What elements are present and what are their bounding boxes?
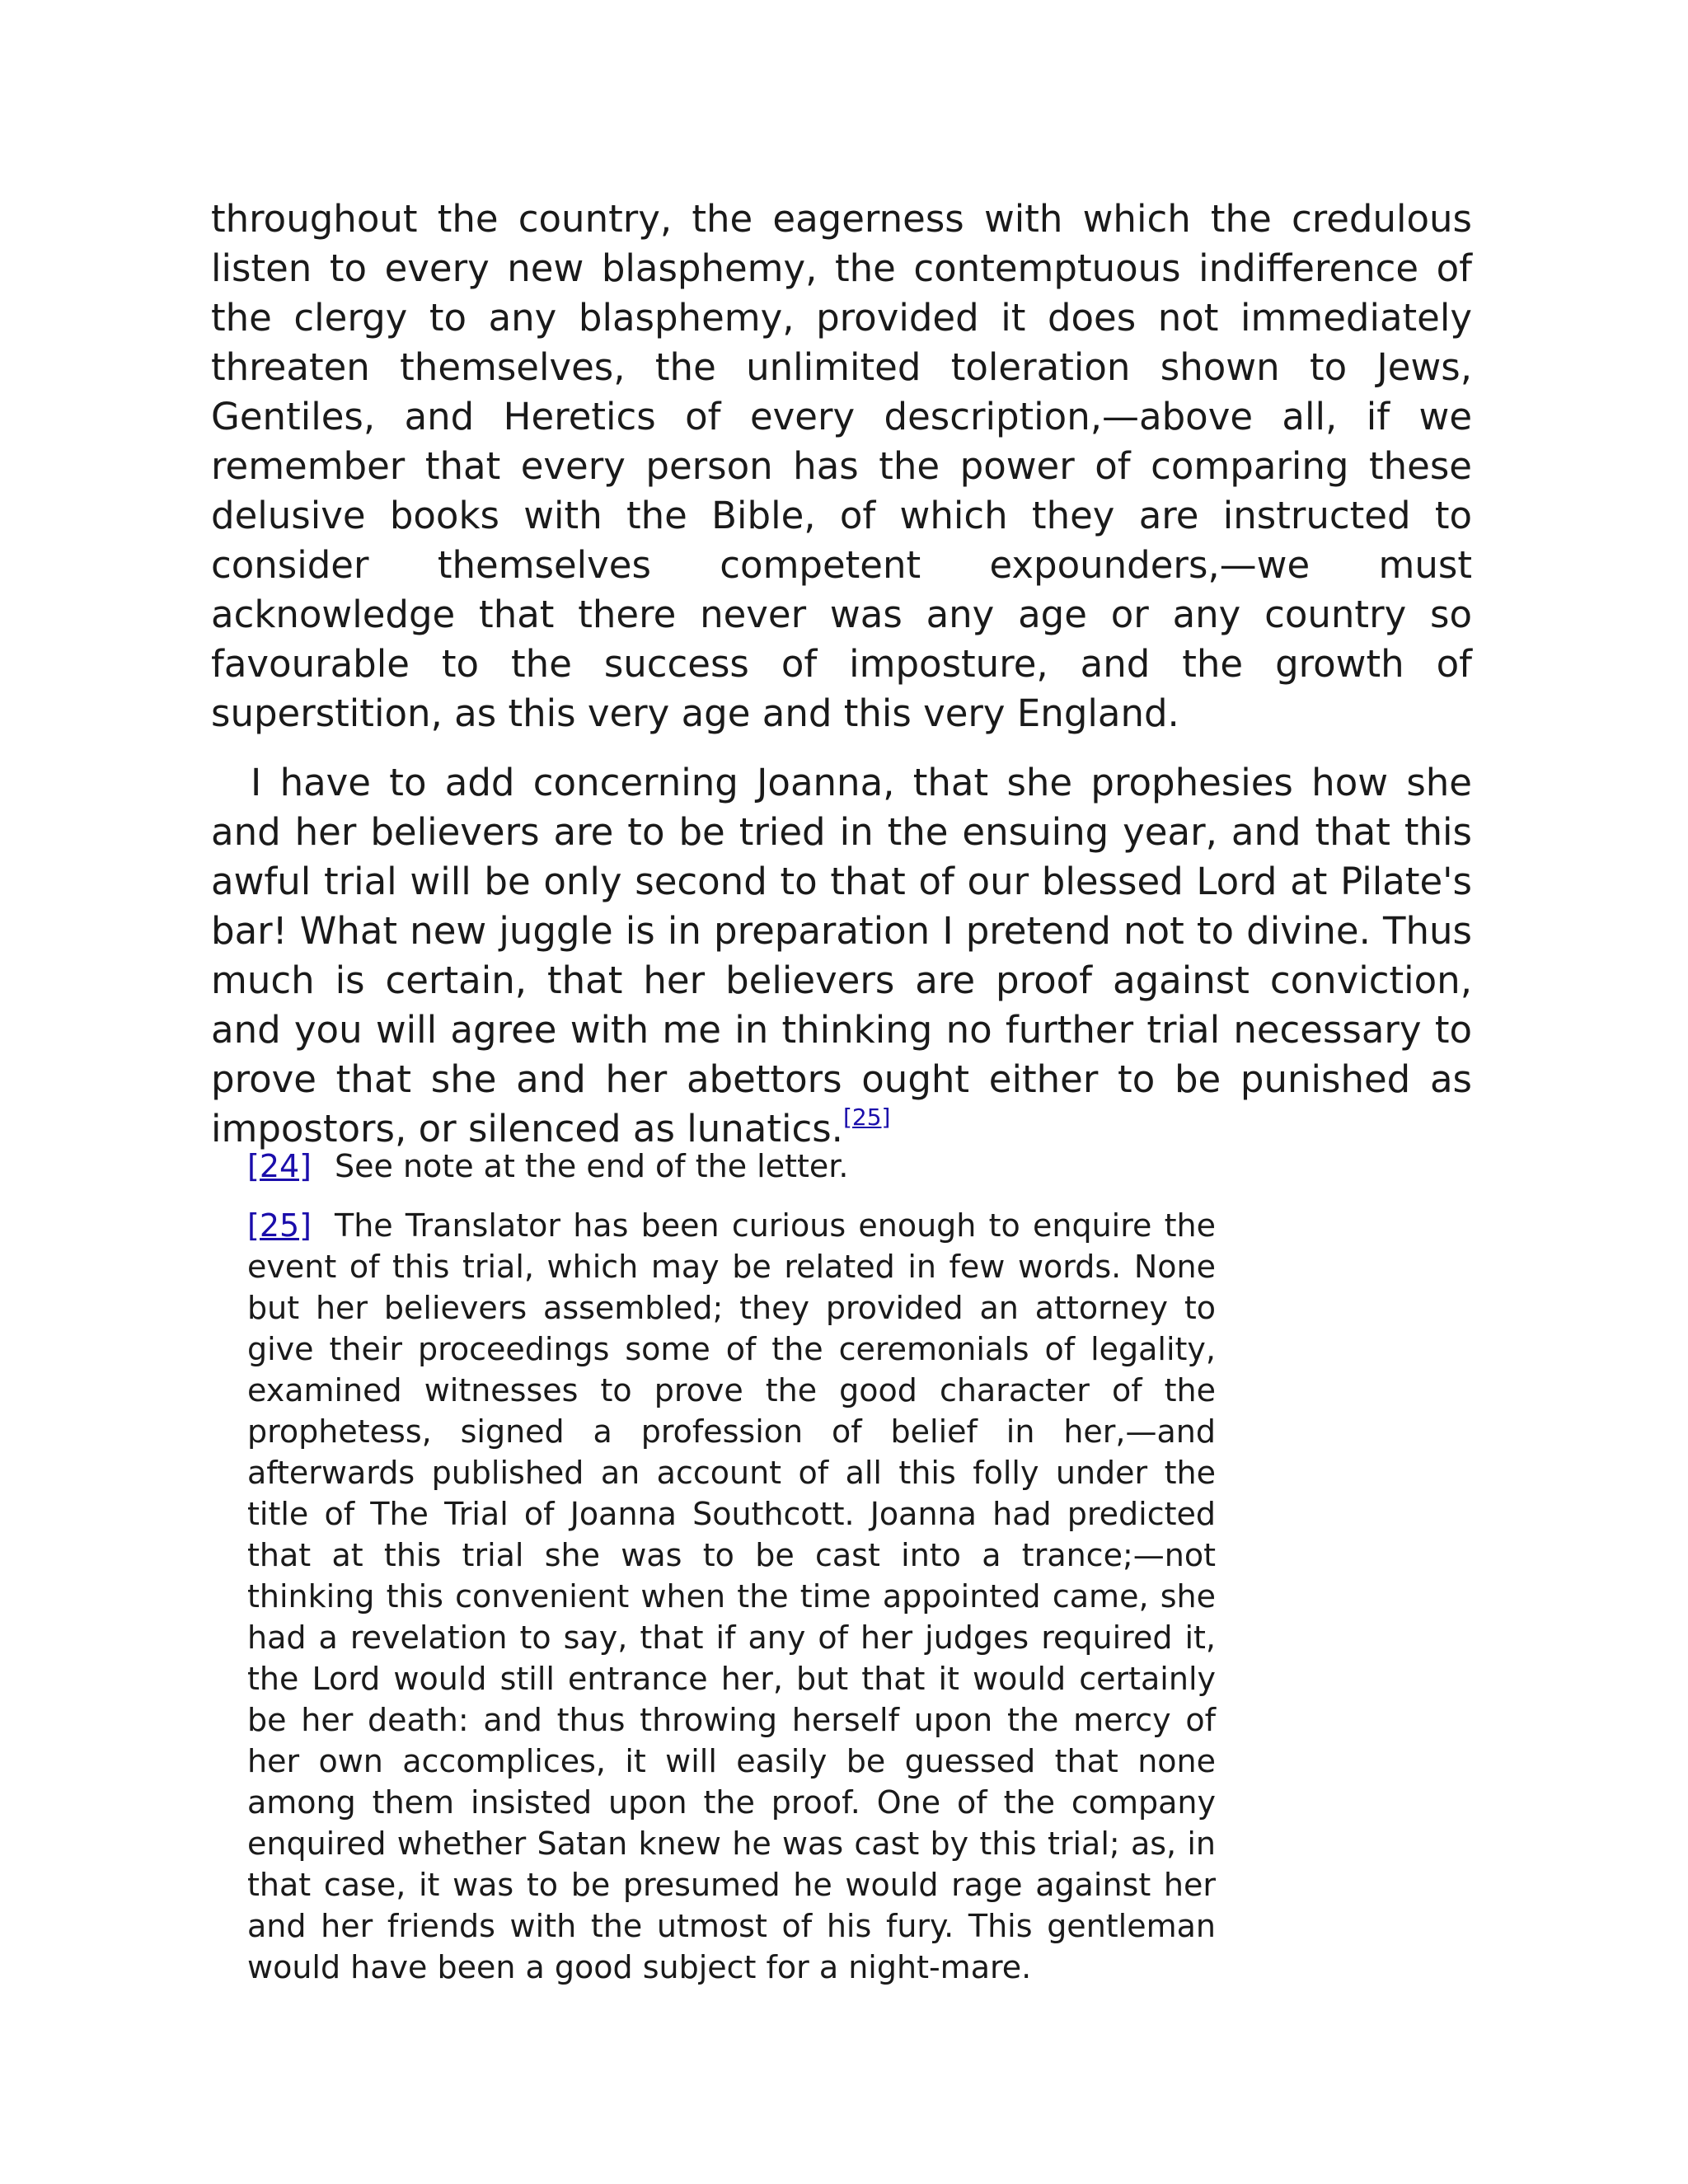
footnote-25 <box>247 1205 1216 1988</box>
footnote-text: The Translator has been curious enough to enquire the event of this trial, which may be related in few words. None but her believers assembled; they provided an attorney to give their proceedings some of the ceremonials of legality, examined witnesses to prove the good character of the prophetess, signed a profession of belief in her,—and afterwards published an account of all this folly under the title of The Trial of Joanna Southcott. Joanna had predicted that at this trial she was to be cast into a trance;—not thinking this convenient when the time appointed came, she had a revelation to say, that if any of her judges required it, the Lord would still entrance her, but that it would certainly be her death: and thus throwing herself upon the mercy of her own accomplices, it will easily be guessed that none among them insisted upon the proof. One of the company enquired whether Satan knew he was cast by this trial; as, in that case, it was to be presumed he would rage against her and her friends with the utmost of his fury. This gentleman would have been a good subject for a night-mare. <box>247 1207 1216 1985</box>
footnote-reference-link-25[interactable]: [25] <box>842 1104 891 1131</box>
page-body <box>211 194 1472 1154</box>
footnote-24 <box>247 1146 1216 1187</box>
footnotes-section <box>247 1146 1216 2006</box>
footnote-label-link-24[interactable]: [24] <box>247 1148 312 1184</box>
paragraph-text: I have to add concerning Joanna, that she prophesies how she and her believers are to be tried in the ensuing year, and that this awful trial will be only second to that of our blessed Lord at Pilate's bar! What new juggle is in preparation I pretend not to divine. Thus much is certain, that her believers are proof against conviction, and you will agree with me in thinking no further trial necessary to prove that she and her abettors ought either to be punished as impostors, or silenced as lunatics. <box>211 761 1472 1151</box>
paragraph-text: throughout the country, the eagerness with which the credulous listen to every new blasphemy, the contemptuous indifference of the clergy to any blasphemy, provided it does not immediately threaten themselves, the unlimited toleration shown to Jews, Gentiles, and Heretics of every description,—above all, if we remember that every person has the power of comparing these delusive books with the Bible, of which they are instructed to consider themselves competent expounders,—we must acknowledge that there never was any age or any country so favourable to the success of imposture, and the growth of superstition, as this very age and this very England. <box>211 197 1472 735</box>
footnote-text: See note at the end of the letter. <box>335 1148 849 1184</box>
body-paragraph-2 <box>211 758 1472 1154</box>
body-paragraph-1 <box>211 194 1472 738</box>
footnote-label-link-25[interactable]: [25] <box>247 1207 312 1244</box>
